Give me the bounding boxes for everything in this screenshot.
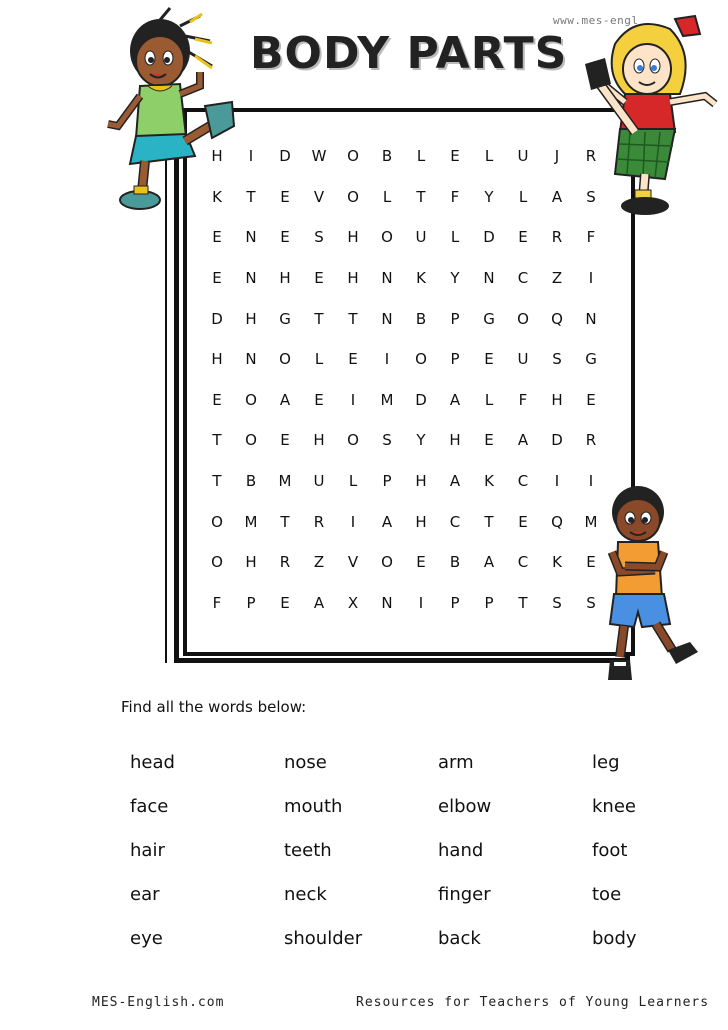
grid-letter: I [418,593,424,612]
grid-letter: N [381,593,393,612]
grid-letter: L [348,472,358,491]
grid-letter: E [280,187,290,206]
grid-letter: I [384,350,390,369]
grid-letter: U [415,228,427,247]
grid-letter: R [585,147,597,166]
grid-letter: A [449,390,461,409]
word-list-item: face [130,796,169,817]
grid-letter: Y [416,431,426,450]
grid-letter: M [584,512,598,531]
grid-letter: T [212,472,222,491]
grid-letter: L [518,187,528,206]
grid-letter: H [551,390,563,409]
word-list-item: teeth [284,840,332,861]
grid-letter: E [518,512,528,531]
grid-letter: A [517,431,529,450]
grid-letter: H [245,309,257,328]
footer-tagline: Resources for Teachers of Young Learners [356,995,710,1010]
grid-letter: E [450,147,460,166]
grid-letter: R [313,512,325,531]
grid-letter: S [382,431,392,450]
grid-letter: I [248,147,254,166]
grid-letter: L [314,350,324,369]
grid-letter: H [279,269,291,288]
word-list-item: hand [438,840,484,861]
grid-letter: M [278,472,292,491]
grid-letter: H [313,431,325,450]
grid-letter: E [314,269,324,288]
grid-letter: E [280,228,290,247]
grid-letter: B [415,309,427,328]
boy-arms-crossed-illustration [590,482,705,687]
word-list-item: body [592,928,637,949]
word-list-item: back [438,928,481,949]
grid-letter: Q [551,512,563,531]
grid-letter: P [246,593,256,612]
grid-letter: R [279,553,291,572]
grid-letter: E [212,228,222,247]
grid-letter: X [347,593,359,612]
grid-letter: V [347,553,359,572]
grid-letter: O [347,431,359,450]
grid-letter: O [517,309,529,328]
grid-letter: W [311,147,327,166]
grid-letter: U [517,147,529,166]
grid-letter: O [347,147,359,166]
grid-letter: T [280,512,290,531]
grid-letter: U [313,472,325,491]
grid-letter: S [552,593,562,612]
grid-letter: M [380,390,394,409]
grid-letter: C [517,472,529,491]
grid-letter: D [483,228,495,247]
grid-letter: G [279,309,291,328]
grid-letter: M [244,512,258,531]
grid-letter: R [585,431,597,450]
grid-letter: H [347,269,359,288]
grid-letter: K [212,187,222,206]
grid-letter: K [552,553,562,572]
grid-letter: N [245,350,257,369]
grid-letter: Y [484,187,494,206]
grid-letter: B [381,147,393,166]
word-list-item: leg [592,752,620,773]
grid-letter: V [313,187,325,206]
grid-letter: G [585,350,597,369]
word-list-item: eye [130,928,163,949]
word-search-grid [200,136,608,623]
grid-letter: O [279,350,291,369]
grid-letter: D [279,147,291,166]
grid-letter: A [381,512,393,531]
grid-letter: L [450,228,460,247]
girl-kicking-right-illustration [575,14,725,224]
grid-letter: I [350,390,356,409]
word-list-item: foot [592,840,628,861]
grid-letter: K [416,269,426,288]
grid-letter: P [450,350,460,369]
word-list-item: neck [284,884,327,905]
grid-letter: O [211,553,223,572]
site-url: www.mes-engl [553,14,639,27]
grid-letter: P [484,593,494,612]
grid-letter: L [484,147,494,166]
grid-letter: P [450,309,460,328]
girl-kicking-left-illustration [100,6,240,216]
grid-letter: H [245,553,257,572]
grid-letter: O [347,187,359,206]
grid-letter: E [484,431,494,450]
grid-letter: N [483,269,495,288]
grid-letter: E [586,390,596,409]
grid-letter: E [518,228,528,247]
grid-letter: T [518,593,528,612]
grid-letter: C [449,512,461,531]
grid-letter: R [551,228,563,247]
grid-letter: F [586,228,596,247]
grid-letter: C [517,553,529,572]
grid-letter: I [588,269,594,288]
grid-letter: N [585,309,597,328]
grid-letter: F [450,187,460,206]
grid-letter: S [586,187,596,206]
grid-letter: N [381,269,393,288]
grid-letter: B [449,553,461,572]
grid-letter: P [450,593,460,612]
grid-letter: E [212,390,222,409]
grid-letter: N [245,269,257,288]
grid-letter: A [279,390,291,409]
grid-letter: E [280,593,290,612]
word-list-item: arm [438,752,474,773]
grid-letter: P [382,472,392,491]
grid-letter: D [551,431,563,450]
word-list-item: elbow [438,796,492,817]
grid-letter: F [518,390,528,409]
grid-letter: I [588,472,594,491]
instruction-text: Find all the words below: [121,698,307,716]
grid-letter: T [416,187,426,206]
grid-letter: L [416,147,426,166]
grid-letter: S [314,228,324,247]
grid-letter: A [483,553,495,572]
grid-letter: I [554,472,560,491]
grid-letter: D [415,390,427,409]
grid-letter: E [348,350,358,369]
word-list-item: hair [130,840,165,861]
word-list-item: ear [130,884,160,905]
grid-letter: Z [313,553,325,572]
grid-letter: K [484,472,494,491]
grid-letter: G [483,309,495,328]
word-list-item: mouth [284,796,343,817]
grid-letter: T [484,512,494,531]
grid-letter: E [280,431,290,450]
grid-letter: Y [450,269,460,288]
grid-letter: T [314,309,324,328]
grid-letter: O [211,512,223,531]
grid-letter: L [484,390,494,409]
footer-site: MES-English.com [92,995,225,1010]
grid-letter: O [381,553,393,572]
grid-letter: H [415,512,427,531]
grid-letter: O [381,228,393,247]
grid-letter: A [551,187,563,206]
grid-letter: T [246,187,256,206]
grid-letter: J [554,147,560,166]
grid-letter: F [212,593,222,612]
grid-letter: O [245,431,257,450]
grid-letter: B [245,472,257,491]
grid-letter: O [245,390,257,409]
grid-letter: A [449,472,461,491]
grid-letter: E [314,390,324,409]
grid-letter: Z [551,269,563,288]
grid-letter: D [211,309,223,328]
grid-letter: T [212,431,222,450]
grid-letter: S [552,350,562,369]
grid-letter: Q [551,309,563,328]
word-list-item: head [130,752,175,773]
grid-letter: U [517,350,529,369]
word-list-item: knee [592,796,636,817]
grid-letter: H [347,228,359,247]
grid-letter: C [517,269,529,288]
word-list-item: nose [284,752,327,773]
grid-letter: I [350,512,356,531]
grid-letter: E [586,553,596,572]
grid-letter: E [484,350,494,369]
grid-letter: A [313,593,325,612]
grid-letter: E [212,269,222,288]
grid-letter: O [415,350,427,369]
word-list-item: finger [438,884,491,905]
grid-letter: E [416,553,426,572]
grid-letter: N [381,309,393,328]
page-title: BODY PARTS [250,28,568,79]
word-list [130,752,712,972]
grid-letter: T [348,309,358,328]
word-list-item: shoulder [284,928,363,949]
grid-letter: H [211,350,223,369]
grid-letter: L [382,187,392,206]
word-list-item: toe [592,884,622,905]
grid-letter: H [449,431,461,450]
grid-letter: S [586,593,596,612]
grid-letter: H [415,472,427,491]
grid-letter: N [245,228,257,247]
grid-letter: H [211,147,223,166]
